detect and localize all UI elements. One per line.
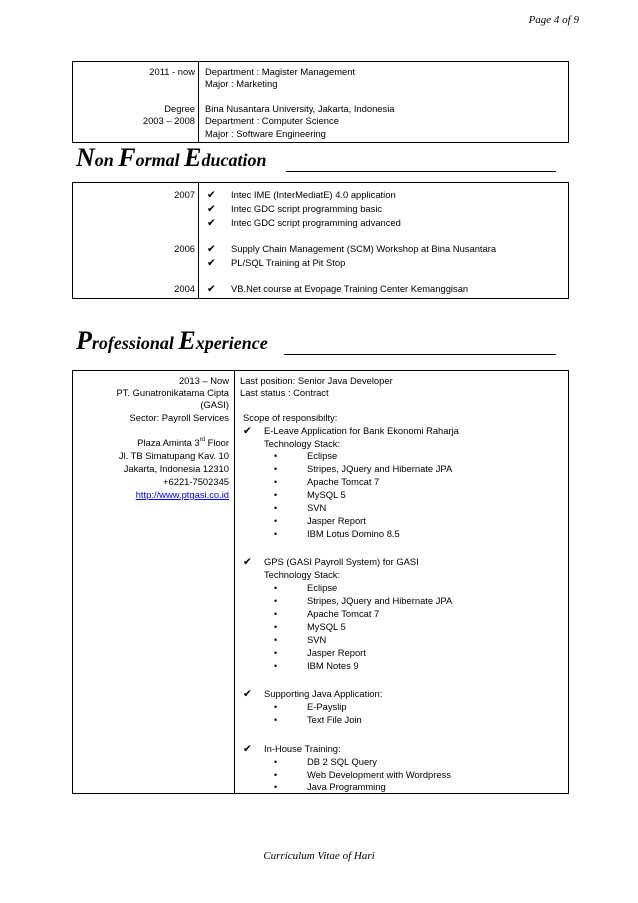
address-line: Plaza Aminta 3rd Floor [137, 437, 229, 448]
edu-period: 2003 – 2008 [142, 115, 195, 126]
company-website-link[interactable]: http://www.ptgasi.co.id [135, 489, 229, 500]
stack-item: E-Payslip [307, 701, 347, 712]
project-title: E-Leave Application for Bank Ekonomi Raharja [264, 425, 459, 436]
course-item: Supply Chain Management (SCM) Workshop at Bina Nusantara [231, 243, 497, 254]
stack-item: Apache Tomcat 7 [307, 608, 380, 619]
company-sector: Sector: Payroll Services [129, 412, 229, 423]
non-formal-education-table [72, 182, 569, 299]
table-divider [198, 62, 199, 142]
bullet-icon: • [274, 648, 278, 658]
course-item: Intec GDC script programming basic [231, 203, 383, 214]
edu-line: Major : Software Engineering [205, 128, 326, 139]
last-position: Last position: Senior Java Developer [240, 375, 393, 386]
edu-line: Department : Magister Management [205, 66, 356, 77]
table-divider [234, 371, 235, 793]
stack-item: IBM Lotus Domino 8.5 [307, 528, 400, 539]
edu-period: 2011 - now [149, 66, 195, 77]
stack-item: Stripes, JQuery and Hibernate JPA [307, 595, 453, 606]
formal-education-table [72, 61, 569, 143]
check-icon: ✔ [243, 556, 252, 568]
course-year: 2007 [174, 189, 195, 200]
bullet-icon: • [274, 583, 278, 593]
bullet-icon: • [274, 516, 278, 526]
bullet-icon: • [274, 529, 278, 539]
project-title: In-House Training: [264, 743, 341, 754]
check-icon: ✔ [243, 425, 252, 437]
phone-number: +6221-7502345 [163, 476, 229, 487]
stack-item: Jasper Report [307, 515, 366, 526]
bullet-icon: • [274, 609, 278, 619]
stack-item: Eclipse [307, 450, 338, 461]
address-line: Jakarta, Indonesia 12310 [123, 463, 229, 474]
company-name: PT. Gunatronikatama Cipta [116, 387, 229, 398]
bullet-icon: • [274, 702, 278, 712]
bullet-icon: • [274, 451, 278, 461]
check-icon: ✔ [207, 257, 216, 269]
stack-item: IBM Notes 9 [307, 660, 359, 671]
bullet-icon: • [274, 661, 278, 671]
professional-experience-heading: Professional Experience [76, 326, 268, 355]
edu-line: Major : Marketing [205, 78, 278, 89]
stack-item: SVN [307, 502, 327, 513]
course-year: 2006 [174, 243, 195, 254]
course-item: Intec IME (InterMediatE) 4.0 application [231, 189, 396, 200]
course-item: PL/SQL Training at Pit Stop [231, 257, 346, 268]
bullet-icon: • [274, 490, 278, 500]
bullet-icon: • [274, 757, 278, 767]
bullet-icon: • [274, 715, 278, 725]
last-status: Last status : Contract [240, 387, 329, 398]
stack-item: SVN [307, 634, 327, 645]
bullet-icon: • [274, 503, 278, 513]
bullet-icon: • [274, 770, 278, 780]
check-icon: ✔ [207, 283, 216, 295]
check-icon: ✔ [207, 189, 216, 201]
bullet-icon: • [274, 477, 278, 487]
company-abbr: (GASI) [200, 399, 229, 410]
bullet-icon: • [274, 622, 278, 632]
stack-item: MySQL 5 [307, 621, 346, 632]
course-item: VB.Net course at Evopage Training Center Kemanggisan [231, 283, 469, 294]
edu-line: Department : Computer Science [205, 115, 339, 126]
heading-rule [284, 354, 556, 355]
non-formal-education-heading: Non Formal Education [76, 143, 267, 172]
stack-item: Web Development with Wordpress [307, 769, 451, 780]
course-item: Intec GDC script programming advanced [231, 217, 401, 228]
stack-item: DB 2 SQL Query [307, 756, 377, 767]
course-year: 2004 [174, 283, 195, 294]
project-title: GPS (GASI Payroll System) for GASI [264, 556, 419, 567]
stack-item: Stripes, JQuery and Hibernate JPA [307, 463, 453, 474]
bullet-icon: • [274, 596, 278, 606]
stack-item: Apache Tomcat 7 [307, 476, 380, 487]
check-icon: ✔ [207, 243, 216, 255]
scope-label: Scope of responsibilty: [243, 412, 338, 423]
bullet-icon: • [274, 635, 278, 645]
address-line: Jl. TB Simatupang Kav. 10 [118, 450, 229, 461]
page-footer: Curriculum Vitae of Hari [263, 850, 375, 862]
stack-item: Text File Join [307, 714, 362, 725]
check-icon: ✔ [243, 688, 252, 700]
bullet-icon: • [274, 782, 278, 792]
professional-experience-table [72, 370, 569, 794]
stack-label: Technology Stack: [264, 438, 341, 449]
job-period: 2013 – Now [178, 375, 229, 386]
edu-degree-label: Degree [164, 103, 195, 114]
check-icon: ✔ [243, 743, 252, 755]
stack-item: Java Programming [307, 781, 386, 792]
heading-rule [286, 171, 556, 172]
check-icon: ✔ [207, 203, 216, 215]
table-divider [198, 183, 199, 298]
stack-label: Technology Stack: [264, 569, 341, 580]
stack-item: Jasper Report [307, 647, 366, 658]
edu-line: Bina Nusantara University, Jakarta, Indonesia [205, 103, 395, 114]
stack-item: MySQL 5 [307, 489, 346, 500]
page-number: Page 4 of 9 [528, 14, 579, 26]
stack-item: Eclipse [307, 582, 338, 593]
project-title: Supporting Java Application: [264, 688, 383, 699]
check-icon: ✔ [207, 217, 216, 229]
bullet-icon: • [274, 464, 278, 474]
